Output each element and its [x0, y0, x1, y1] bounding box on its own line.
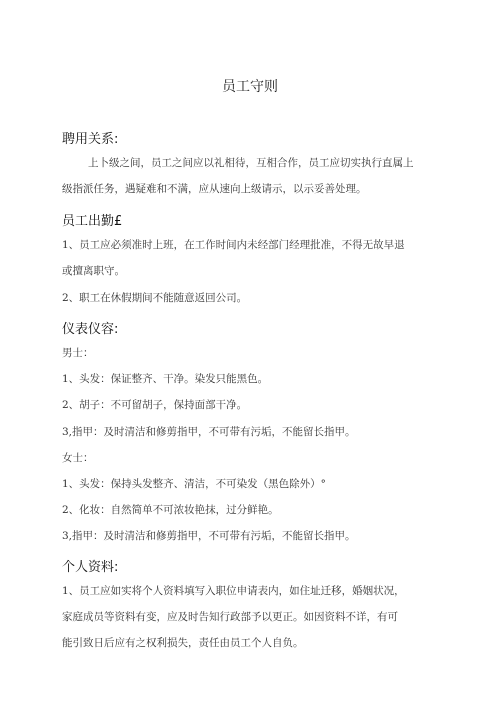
hiring-line-2: 级指派任务，遇疑难和不满，应从速向上级请示，以示妥善处理。 [62, 183, 367, 195]
male-item-2: 2、胡子：不可留胡子，保持面部干净。 [62, 399, 248, 411]
page-title: 员工守则 [222, 79, 278, 95]
male-item-1: 1、头发：保证整齐、干净。染发只能黑色。 [62, 373, 269, 385]
personal-line-3: 能引致日后应有之权利损失，责任由员工个人自负。 [62, 637, 304, 649]
attendance-item-1: 1、员工应必须准时上班，在工作时间内未经部门经理批准，不得无故早退 [62, 239, 405, 251]
section-heading-hiring: 聘用关系: [62, 132, 119, 147]
attendance-item-2: 2、职工在休假期间不能随意返回公司。 [62, 292, 248, 304]
section-heading-appearance: 仪表仪容: [62, 322, 119, 337]
female-item-3: 3,指甲：及时清洁和修剪指甲，不可带有污垢，不能留长指甲。 [62, 530, 356, 542]
hiring-line-1: 上卜级之间，员工之间应以礼相待，互相合作，员工应切实执行直属上 [88, 157, 414, 169]
male-label: 男士： [62, 347, 94, 359]
attendance-item-1-cont: 或擅离职守。 [62, 265, 125, 277]
female-label: 女士： [62, 452, 94, 464]
personal-line-1: 1、员工应如实将个人资料填写入职位申请表内，如住址迁移，婚姻状况， [62, 585, 405, 597]
section-heading-personal: 个人资料: [62, 560, 119, 575]
female-item-2: 2、化妆：自然简单不可浓妆艳抹，过分鲜艳。 [62, 504, 279, 516]
personal-line-2: 家庭成员等资料有变，应及时告知行政部予以更正。如因资料不详，有可 [62, 611, 398, 623]
male-item-3: 3,指甲：及时清洁和修剪指甲，不可带有污垢，不能留长指甲。 [62, 426, 356, 438]
section-heading-attendance: 员工出勤£ [62, 214, 123, 229]
female-item-1: 1、头发：保持头发整齐、清洁，不可染发（黑色除外）° [62, 478, 326, 490]
